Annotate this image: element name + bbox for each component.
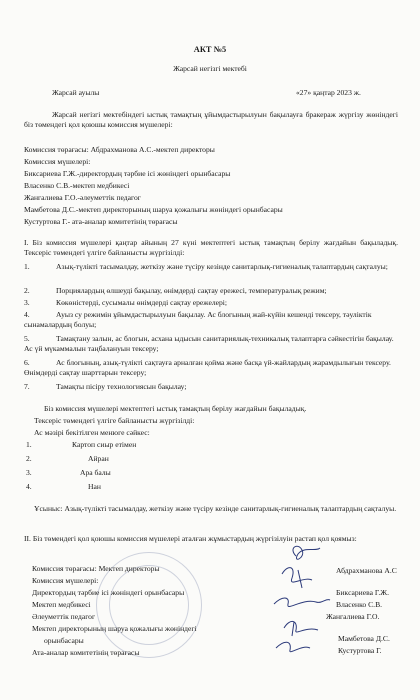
menu-item xyxy=(26,454,109,464)
check-item xyxy=(24,334,398,354)
check-item-text: Азық-түлікті тасымалдау, жеткізу және түсіру кезінде санитарлық-гигиеналық талаптардың сақталуы; xyxy=(56,262,388,271)
check-item-text: Көкөністерді, сусымалы өнімдерді сақтау ережелері; xyxy=(56,298,227,307)
menu-item-number: 2. xyxy=(26,454,32,463)
sign-left-line: Ата-аналар комитетінің төрағасы xyxy=(32,648,140,657)
check-item xyxy=(24,262,398,272)
check-item xyxy=(24,310,398,330)
menu-item-number: 4. xyxy=(26,482,32,491)
place: Жарсай ауылы xyxy=(52,88,100,97)
check-item-number: 2. xyxy=(24,286,30,295)
intro-paragraph: Жарсай негізгі мектебіндегі ыстық тамақтың ұйымдастырылуын бақылауға бракераж жүргізу жөніндегі біз төмендегі қол қоюшы комиссия мүшелері: xyxy=(24,110,398,130)
section2-intro: ІІ. Біз төмендегі қол қоюшы комиссия мүшелері аталған жұмыстардың жүргізілуін растап қол қоямыз: xyxy=(24,534,357,543)
menu-label: Ас мәзірі бекітілген менюге сәйкес: xyxy=(34,428,150,437)
check-item xyxy=(24,286,398,296)
sign-left-line: Мектеп директорының шаруа қожалығы жөніндегі xyxy=(32,624,197,633)
check-item-number: 6. xyxy=(24,358,30,367)
menu-item xyxy=(26,482,101,492)
member-line: Кустуртова Г.- ата-аналар комитетінің төрағасы xyxy=(24,217,178,226)
check-item-text: Тамақтану залын, ас блогын, асхана ыдысын санитариялық-техникалық талаптарға сәйкестігін бақылау. Ас үй мүкаммалын таңбалануын тексеру; xyxy=(24,334,394,354)
check-item-number: 7. xyxy=(24,382,30,391)
date: «27» қаңтар 2023 ж. xyxy=(296,88,361,97)
check-item-text: Тамақты пісіру технологиясын бақылау; xyxy=(56,382,187,391)
signer-name: Власенко С.В. xyxy=(336,600,383,609)
commission-members-label: Комиссия мүшелері: xyxy=(24,157,91,166)
menu-item-text: Ара балы xyxy=(80,468,111,477)
signer-name: Абдрахманова А.С xyxy=(336,566,397,575)
sign-left-line: Директордың тәрбие ісі жөніндегі орынбасары xyxy=(32,588,185,597)
signer-name: Мамбетова Д.С. xyxy=(338,634,390,643)
section1b-line2: Тексеріс төмендегі үлгіге байланысты жүргізілді: xyxy=(34,416,195,425)
school-name: Жарсай негізгі мектебі xyxy=(173,64,247,73)
section1-intro: І. Біз комиссия мүшелері қаңтар айының 27 күні мектептегі ыстық тамақтың берілу жағдайын бақыладық. Тексеріс төмендегі үлгіге байланысты жүргізілді: xyxy=(24,238,398,258)
sign-left-line: орынбасары xyxy=(44,636,84,645)
check-item xyxy=(24,382,398,392)
check-item-text: Ауыз су режимін ұйымдастырылуын бақылау. Ас блогының жай-күйін кешенді тексеру, тәуліктік сынамалардың болуы; xyxy=(24,310,372,330)
check-item-number: 4. xyxy=(24,310,30,319)
menu-item-text: Айран xyxy=(88,454,109,463)
check-item-text: Порциялардың өлшеуді бақылау, өнімдерді сақтау ережесі, температуралық режим; xyxy=(56,286,327,295)
member-line: Бикcариева Г.Ж.-директордың тәрбие ісі жөніндегі орынбасары xyxy=(24,169,231,178)
commission-chair: Комиссия төрағасы: Абдрахманова А.С.-мектеп директоры xyxy=(24,145,215,154)
check-item-number: 3. xyxy=(24,298,30,307)
proposal: Ұсыныс: Азық-түлікті тасымалдау, жеткізу және түсіру кезінде санитарлық-гигиеналық талаптардың сақталуы. xyxy=(34,504,397,513)
check-item xyxy=(24,298,398,308)
signatures xyxy=(268,540,338,660)
sign-left-line: Комиссия төрағасы: Мектеп директоры xyxy=(32,564,160,573)
sign-left-line: Әлеуметтік педагог xyxy=(32,612,96,621)
menu-item-number: 1. xyxy=(26,440,32,449)
member-line: Жангалиева Г.О.-әлеуметтік педагог xyxy=(24,193,141,202)
menu-item-text: Нан xyxy=(88,482,101,491)
sign-left-line: Мектеп медбикесі xyxy=(32,600,91,609)
menu-item xyxy=(26,440,136,450)
check-item-text: Ас блогының, азық-түлікті сақтауға арналған қойма және басқа үй-жайлардың жарамдылығын тексеру. Өнімдерді сақтау шарттарын тексеру; xyxy=(24,358,391,378)
act-title: АКТ №5 xyxy=(193,45,227,54)
menu-item-text: Картоп сиыр етімен xyxy=(72,440,137,449)
signer-name: Кустуртова Г. xyxy=(338,646,382,655)
member-line: Мамбетова Д.С.-мектеп директорының шаруа қожалығы жөніндегі орынбасары xyxy=(24,205,283,214)
check-item-number: 5. xyxy=(24,334,30,343)
check-item xyxy=(24,358,398,378)
signer-name: Бикcариева Г.Ж. xyxy=(336,588,389,597)
menu-item-number: 3. xyxy=(26,468,32,477)
member-line: Власенко С.В.-мектеп медбикесі xyxy=(24,181,130,190)
section1b-line1: Біз комиссия мүшелері мектептегі ыстық тамақтың берілу жағдайын бақыладық. xyxy=(44,404,307,413)
menu-item xyxy=(26,468,111,478)
sign-left-line: Комиссия мүшелері: xyxy=(32,576,99,585)
check-item-number: 1. xyxy=(24,262,30,271)
signer-name: Жангалиева Г.О. xyxy=(326,612,380,621)
